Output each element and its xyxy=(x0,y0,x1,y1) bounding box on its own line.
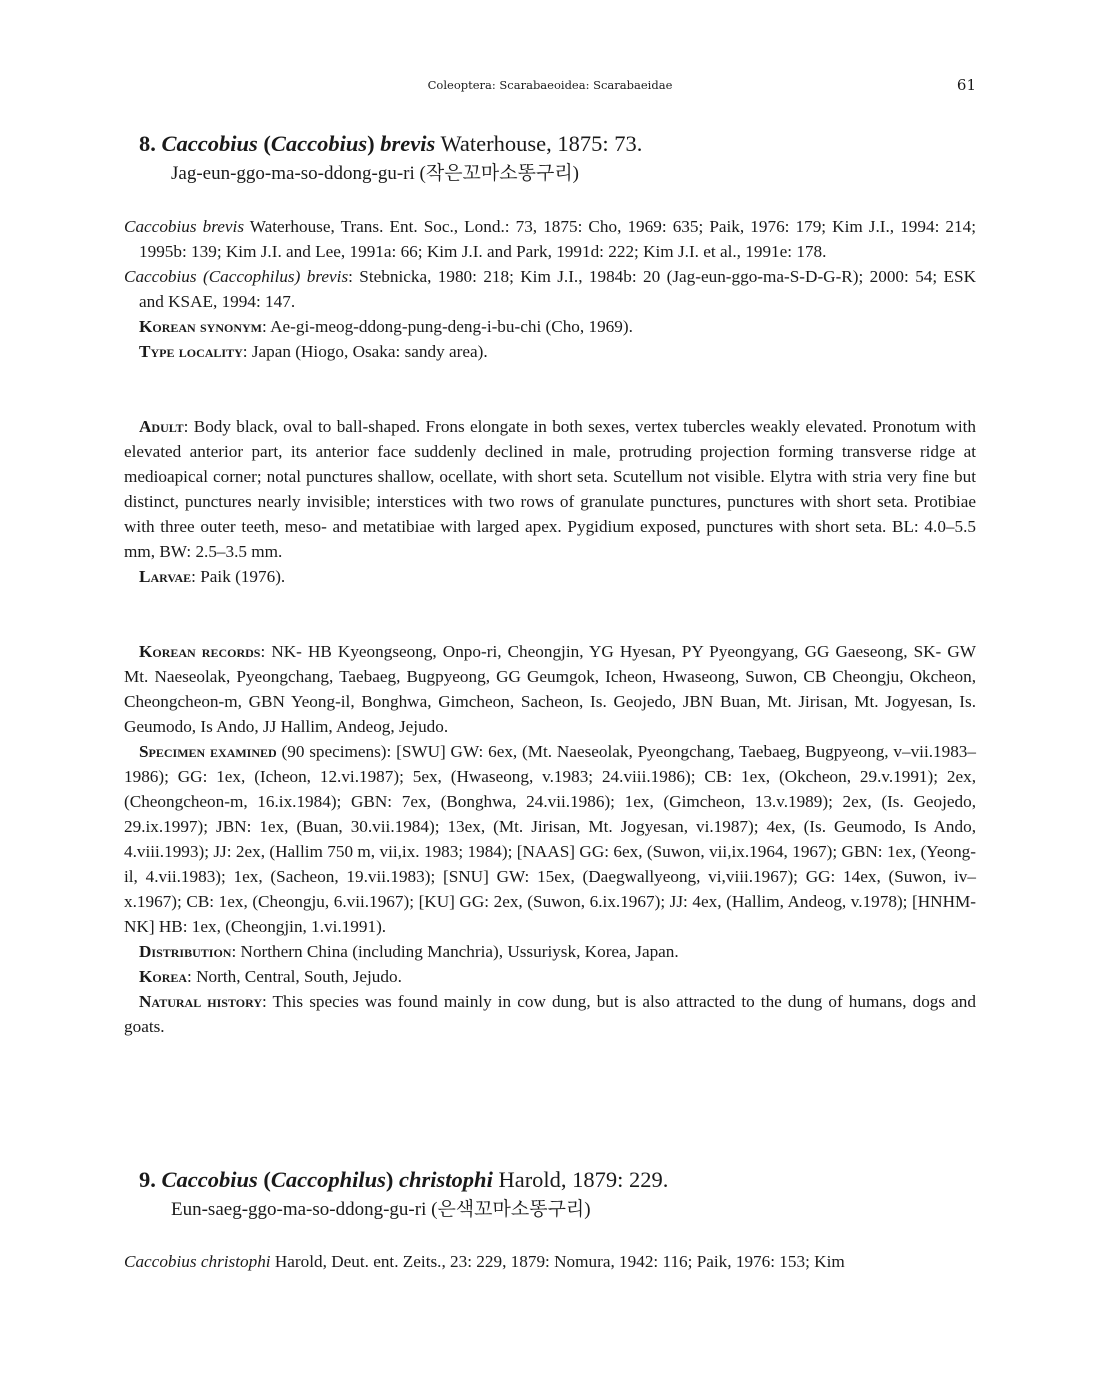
running-head-title: Coleoptera: Scarabaeoidea: Scarabaeidae xyxy=(427,78,673,92)
synonymy-entry: Caccobius christophi Harold, Deut. ent. Zeits., 23: 229, 1879: Nomura, 1942: 116; Paik, 1976: 153; Kim xyxy=(124,1252,845,1271)
author-citation: Waterhouse, 1875: 73. xyxy=(440,131,643,156)
korean-common-name: Jag-eun-ggo-ma-so-ddong-gu-ri (작은꼬마소똥구리) xyxy=(171,163,579,184)
species-9-heading: 9. Caccobius (Caccophilus) christophi Harold, 1879: 229. Eun-saeg-ggo-ma-so-ddong-gu-ri (은색꼬마소똥구리) xyxy=(139,1165,668,1225)
type-locality: Type locality: Japan (Hiogo, Osaka: sandy area). xyxy=(139,342,488,361)
species-8-records xyxy=(124,639,976,1039)
natural-history: Natural history: This species was found mainly in cow dung, but is also attracted to the dung of humans, dogs and goats. xyxy=(124,992,976,1036)
species-epithet: brevis xyxy=(380,131,436,156)
korean-common-name: Eun-saeg-ggo-ma-so-ddong-gu-ri (은색꼬마소똥구리) xyxy=(171,1199,591,1220)
adult-description: Adult: Body black, oval to ball-shaped. Frons elongate in both sexes, vertex tubercles weakly elevated. Pronotum with elevated anterior part, its anterior face suddenly declined in male, protruding projection forming transverse ridge at medioapical corner; notal punctures shallow, ocellate, with short seta. Scutellum not visible. Elytra with stria very fine but distinct, punctures nearly invisible; interstices with two rows of granulate punctures, punctures with short seta. Protibiae with three outer teeth, meso- and metatibiae with larged apex. Pygidium exposed, punctures with short seta. BL: 4.0–5.5 mm, BW: 2.5–3.5 mm. xyxy=(124,417,976,561)
subgenus-paren: (Caccophilus) xyxy=(202,267,301,286)
species-9-synonymy xyxy=(124,1249,976,1274)
species-number: 8. xyxy=(139,131,156,156)
species-epithet: christophi xyxy=(399,1167,493,1192)
genus: Caccobius xyxy=(161,1167,258,1192)
subgenus: Caccophilus xyxy=(270,1167,386,1192)
page-number: 61 xyxy=(956,76,976,94)
specimen-examined: Specimen examined (90 specimens): [SWU] GW: 6ex, (Mt. Naeseolak, Pyeongchang, Taebaeg, Bugpyeong, v–vii.1983–1986); GG: 1ex, (Icheon, 12.vi.1987); 5ex, (Hwaseong, v.1983; 24.viii.1986); CB: 1ex, (Okcheon, 29.v.1991); 2ex, (Cheongcheon-m, 16.ix.1984); GBN: 7ex, (Bonghwa, 24.vii.1986); 1ex, (Gimcheon, 13.v.1989); 2ex, (Is. Geojedo, 29.ix.1997); JBN: 1ex, (Buan, 30.vii.1984); 13ex, (Mt. Jirisan, Mt. Jogyesan, vi.1987); 4ex, (Is. Geumodo, Is Ando, 4.viii.1993); JJ: 2ex, (Hallim 750 m, vii,ix. 1983; 1984); [NAAS] GG: 6ex, (Suwon, vii,ix.1964, 1967); GBN: 1ex, (Yeong-il, 4.vii.1983); 1ex, (Sacheon, 19.vii.1983); [SNU] GW: 15ex, (Daegwallyeong, vi,viii.1967); GG: 14ex, (Suwon, iv–x.1967); CB: 1ex, (Cheongju, 6.vii.1967); [KU] GG: 2ex, (Suwon, 6.ix.1967); JJ: 4ex, (Hallim, Andeog, v.1978); [HNHM-NK] HB: 1ex, (Cheongjin, 1.vi.1991). xyxy=(124,742,976,936)
korean-records: Korean records: NK- HB Kyeongseong, Onpo-ri, Cheongjin, YG Hyesan, PY Pyeongyang, GG Gaeseong, SK- GW Mt. Naeseolak, Pyeongchang, Taebaeg, Bugpyeong, GG Geumgok, Icheon, Hwaseong, Suwon, CB Cheongju, Okcheon, Cheongcheon-m, GBN Yeong-il, Bonghwa, Gimcheon, Sacheon, Is. Geojedo, JBN Buan, Mt. Jirisan, Mt. Jogyesan, Is. Geumodo, Is Ando, JJ Hallim, Andeog, Jejudo. xyxy=(124,642,976,736)
author-citation: Harold, 1879: 229. xyxy=(498,1167,669,1192)
korea-distribution: Korea: North, Central, South, Jejudo. xyxy=(139,967,402,986)
subgenus: Caccobius xyxy=(270,131,368,156)
species-8-synonymy xyxy=(124,214,976,364)
species-8-heading: 8. Caccobius (Caccobius) brevis Waterhouse, 1875: 73. Jag-eun-ggo-ma-so-ddong-gu-ri (작은꼬마소똥구리) xyxy=(139,129,642,189)
genus: Caccobius xyxy=(161,131,258,156)
larvae-description: Larvae: Paik (1976). xyxy=(139,567,286,586)
species-8-description xyxy=(124,414,976,589)
distribution: Distribution: Northern China (including Manchria), Ussuriysk, Korea, Japan. xyxy=(139,942,679,961)
korean-synonym: Korean synonym: Ae-gi-meog-ddong-pung-deng-i-bu-chi (Cho, 1969). xyxy=(139,317,633,336)
synonymy-entry: Caccobius (Caccophilus) brevis: Stebnicka, 1980: 218; Kim J.I., 1984b: 20 (Jag-eun-ggo-ma-S-D-G-R); 2000: 54; ESK and KSAE, 1994: 147. xyxy=(124,267,977,311)
synonymy-entry: Caccobius brevis Waterhouse, Trans. Ent. Soc., Lond.: 73, 1875: Cho, 1969: 635; Paik, 1976: 179; Kim J.I., 1994: 214; 1995b: 139; Kim J.I. and Lee, 1991a: 66; Kim J.I. and Park, 1991d: 222; Kim J.I. et al., 1991e: 178. xyxy=(124,217,976,261)
species-number: 9. xyxy=(139,1167,156,1192)
